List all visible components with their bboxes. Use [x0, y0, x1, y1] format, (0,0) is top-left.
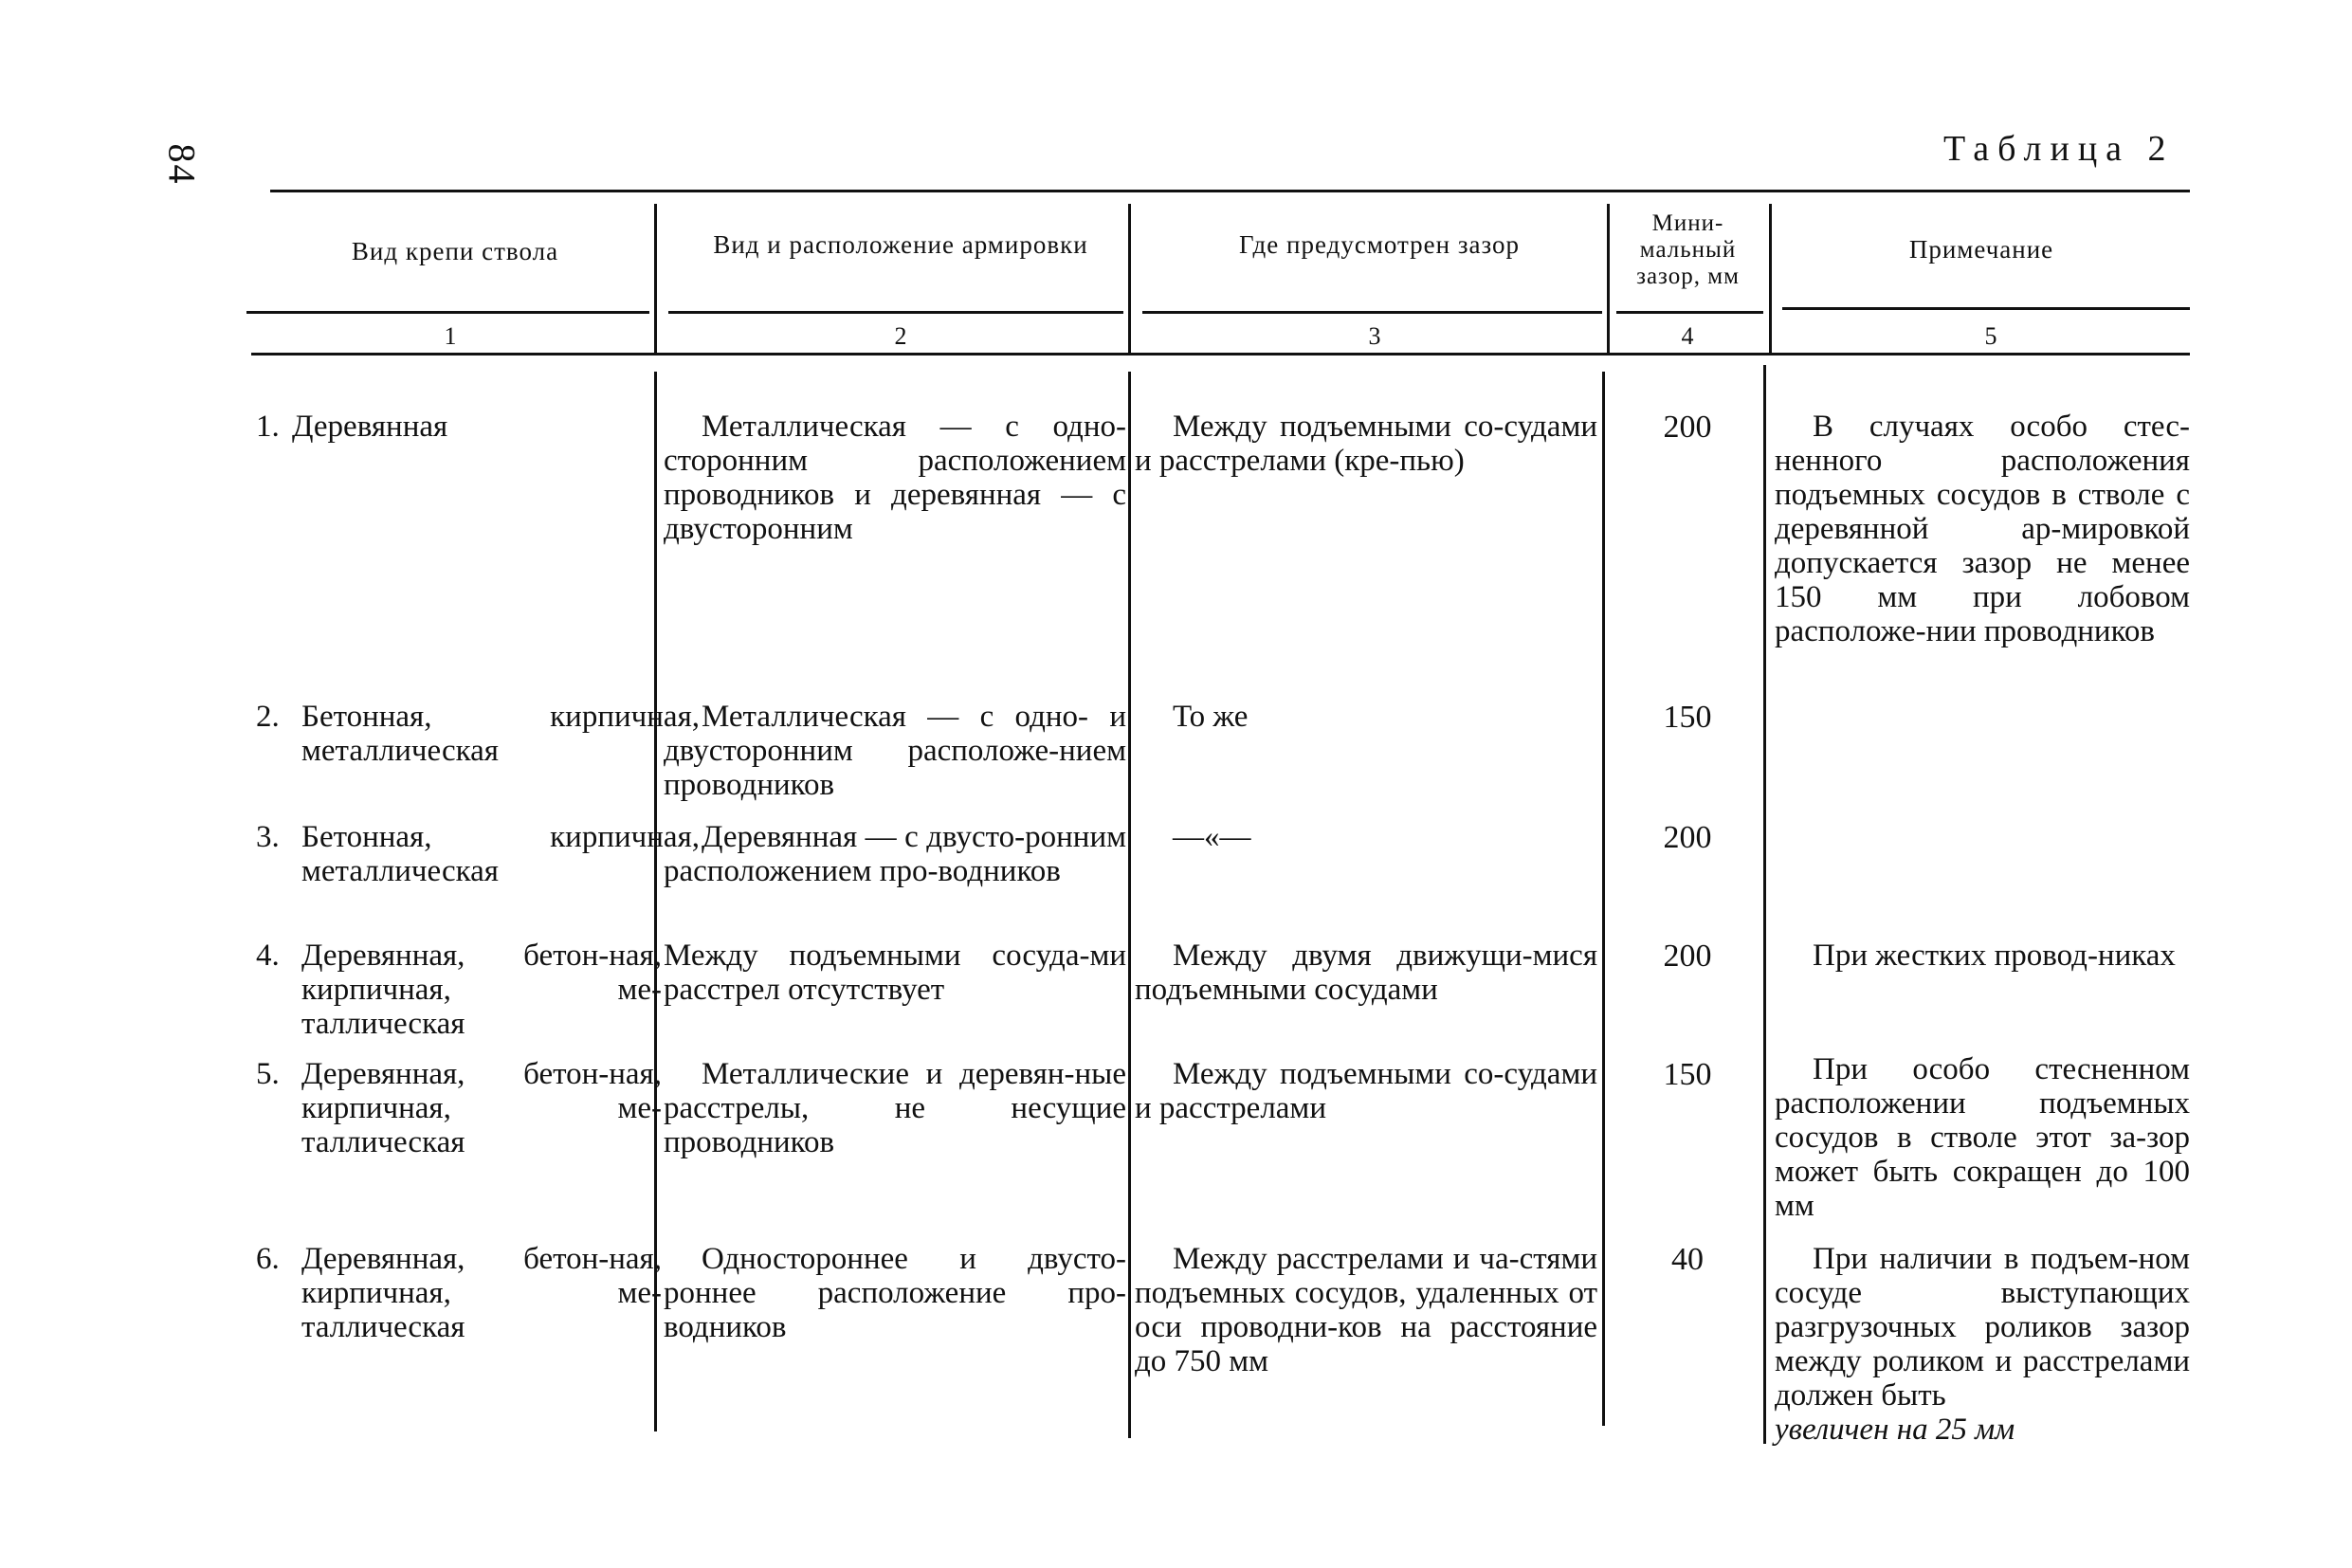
row6-where: Между расстрелами и ча-стями подъемных сосудов, удаленных от оси проводни-ков на расстояние до 750 мм	[1135, 1242, 1597, 1378]
row5-where: Между подъемными со-судами и расстрелами	[1135, 1057, 1597, 1125]
row5-type-text: Деревянная, бетон-ная, кирпичная, ме-таллическая	[301, 1057, 662, 1159]
row2-type	[256, 700, 700, 768]
row6-armature: Одностороннее и двусто-роннее расположение про-водников	[664, 1242, 1126, 1344]
row3-armature: Деревянная — с двусто-ронним расположением про-водников	[664, 820, 1126, 888]
row5-gap: 150	[1663, 1057, 1712, 1092]
row5-type	[256, 1057, 662, 1159]
col-number-3: 3	[1368, 322, 1381, 350]
row4-where: Между двумя движущи-мися подъемными сосудами	[1135, 939, 1597, 1007]
row3-type-text: Бетонная, кирпичная, металлическая	[301, 820, 700, 888]
col-number-2: 2	[894, 322, 907, 350]
row6-note-italic: увеличен на 25 мм	[1775, 1413, 2015, 1447]
header-bottom-rule-2	[668, 311, 1123, 314]
row2-type-text: Бетонная, кирпичная, металлическая	[301, 700, 700, 768]
row5-number: 5.	[256, 1057, 280, 1091]
row3-number: 3.	[256, 820, 280, 854]
row2-number: 2.	[256, 700, 280, 734]
body-divider-4	[1763, 365, 1766, 1444]
row6-note	[1775, 1242, 2190, 1447]
header-col2: Вид и расположение армировки	[713, 230, 1088, 259]
row2-where: То же	[1173, 700, 1249, 734]
row1-where: Между подъемными со-судами и расстрелами (кре-пью)	[1135, 410, 1597, 478]
header-bottom-rule-3	[1142, 311, 1602, 314]
row6-type-text: Деревянная, бетон-ная, кирпичная, ме-таллическая	[301, 1242, 662, 1344]
row4-type	[256, 939, 662, 1041]
row6-gap: 40	[1671, 1242, 1704, 1277]
row1-armature: Металлическая — с одно-сторонним расположением проводников и деревянная — с двусторонним	[664, 410, 1126, 546]
row2-armature: Металлическая — с одно- и двусторонним расположе-нием проводников	[664, 700, 1126, 802]
row1-type	[256, 410, 645, 444]
col-number-5: 5	[1984, 322, 1997, 350]
header-bottom-rule-1	[246, 311, 649, 314]
numbers-bottom-rule	[251, 353, 2190, 356]
header-col3: Где предусмотрен зазор	[1238, 230, 1521, 259]
row6-note-text: При наличии в подъем-ном сосуде выступающих разгрузочных роликов зазор между роликом и расстрелами должен быть	[1775, 1242, 2190, 1413]
header-col5: Примечание	[1908, 235, 2054, 264]
row5-note: При особо стесненном расположении подъемных сосудов в стволе этот за-зор может быть сокращен до 100 мм	[1775, 1052, 2190, 1223]
row6-type	[256, 1242, 662, 1344]
header-divider-4	[1769, 204, 1772, 354]
col-number-1: 1	[444, 322, 457, 350]
row3-type	[256, 820, 700, 888]
header-bottom-rule-5	[1782, 307, 2190, 310]
body-divider-2	[1128, 372, 1131, 1438]
header-bottom-rule-4	[1616, 311, 1763, 314]
header-col4: Мини-мальный зазор, мм	[1636, 210, 1740, 289]
table-caption: Таблица 2	[1943, 129, 2175, 169]
header-divider-1	[654, 204, 657, 354]
row3-where: —«—	[1173, 820, 1251, 854]
row1-number: 1.	[256, 410, 280, 444]
row2-gap: 150	[1663, 700, 1712, 735]
top-rule	[270, 190, 2190, 192]
page-number: 84	[160, 143, 204, 186]
header-col1: Вид крепи ствола	[351, 237, 559, 265]
row1-note: В случаях особо стес-ненного расположения подъемных сосудов в стволе с деревянной ар-мировкой допускается зазор не менее 150 мм при лобовом расположе-нии проводников	[1775, 410, 2190, 648]
row4-gap: 200	[1663, 939, 1712, 974]
col-number-4: 4	[1681, 322, 1694, 350]
header-divider-2	[1128, 204, 1131, 354]
row4-number: 4.	[256, 939, 280, 973]
row1-type-text: Деревянная	[292, 410, 448, 444]
row1-gap: 200	[1663, 410, 1712, 445]
row4-note: При жестких провод-никах	[1813, 939, 2176, 973]
row4-armature: Между подъемными сосуда-ми расстрел отсутствует	[664, 939, 1126, 1007]
row3-gap: 200	[1663, 820, 1712, 855]
body-divider-3	[1602, 372, 1605, 1426]
row5-armature: Металлические и деревян-ные расстрелы, не несущие проводников	[664, 1057, 1126, 1159]
row4-type-text: Деревянная, бетон-ная, кирпичная, ме-таллическая	[301, 939, 662, 1041]
row6-number: 6.	[256, 1242, 280, 1276]
